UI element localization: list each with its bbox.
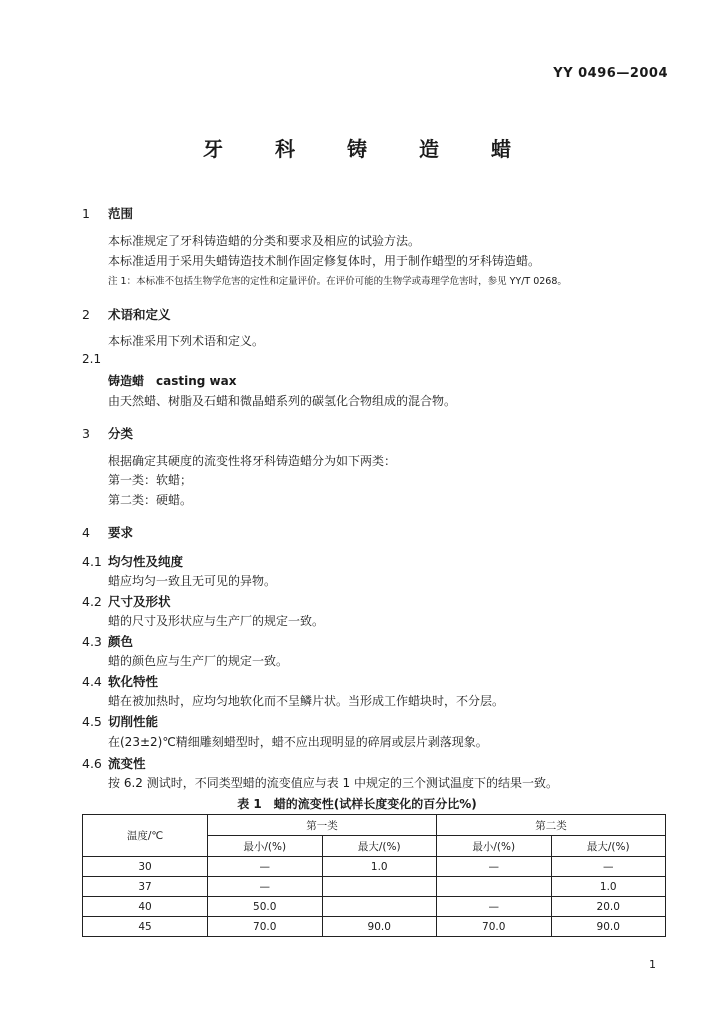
term-definition: 由天然蜡、树脂及石蜡和微晶蜡系列的碳氢化合物组成的混合物。 (108, 394, 457, 408)
subsection-number: 4.3 (82, 634, 102, 649)
section-3-type-1: 第一类：软蜡； (108, 473, 193, 487)
col-min-header: 最小/(%) (437, 836, 552, 857)
subsection-4-2-text: 蜡的尺寸及形状应与生产厂的规定一致。 (108, 614, 325, 628)
cell-value: — (208, 877, 323, 897)
section-number: 2 (82, 307, 90, 322)
section-1-para-2: 本标准适用于采用失蜡铸造技术制作固定修复体时，用于制作蜡型的牙科铸造蜡。 (108, 254, 541, 268)
section-4-heading (82, 523, 133, 541)
section-1-para-1: 本标准规定了牙科铸造蜡的分类和要求及相应的试验方法。 (108, 234, 421, 248)
subsection-title: 软化特性 (108, 674, 159, 689)
subsection-4-3-text: 蜡的颜色应与生产厂的规定一致。 (108, 654, 289, 668)
subsection-number: 4.4 (82, 674, 102, 689)
subsection-4-6-heading (82, 754, 146, 772)
cell-value: 90.0 (551, 917, 666, 937)
subsection-4-1-heading (82, 552, 183, 570)
section-number: 1 (82, 206, 90, 221)
subsection-title: 尺寸及形状 (108, 594, 171, 609)
subsection-number: 4.1 (82, 554, 102, 569)
cell-temp: 45 (83, 917, 208, 937)
section-1-heading (82, 204, 133, 222)
section-title: 范围 (108, 206, 134, 221)
table-row (83, 857, 666, 877)
subsection-4-1-text: 蜡应均匀一致且无可见的异物。 (108, 574, 277, 588)
cell-value: 1.0 (551, 877, 666, 897)
cell-value: 1.0 (322, 857, 437, 877)
standard-code: YY 0496—2004 (553, 66, 668, 81)
title-char: 科 (275, 137, 295, 161)
cell-value: — (437, 857, 552, 877)
term-casting-wax: 铸造蜡 casting wax (108, 374, 237, 388)
section-title: 要求 (108, 525, 134, 540)
subsection-title: 均匀性及纯度 (108, 554, 184, 569)
col-min-header: 最小/(%) (208, 836, 323, 857)
section-2-heading (82, 305, 171, 323)
cell-temp: 30 (83, 857, 208, 877)
group-1-header: 第一类 (208, 815, 437, 836)
section-number: 3 (82, 426, 90, 441)
subsection-number: 4.5 (82, 714, 102, 729)
cell-value: 90.0 (322, 917, 437, 937)
subsection-4-4-heading (82, 672, 158, 690)
section-title: 术语和定义 (108, 307, 171, 322)
subsection-title: 切削性能 (108, 714, 159, 729)
cell-value: 50.0 (208, 897, 323, 917)
subsection-4-3-heading (82, 632, 133, 650)
col-max-header: 最大/(%) (551, 836, 666, 857)
group-2-header: 第二类 (437, 815, 666, 836)
subsection-4-6-text: 按 6.2 测试时，不同类型蜡的流变值应与表 1 中规定的三个测试温度下的结果一致。 (108, 776, 558, 790)
subsection-4-4-text: 蜡在被加热时，应均匀地软化而不呈鳞片状。当形成工作蜡块时，不分层。 (108, 694, 505, 708)
section-1-note: 注 1：本标准不包括生物学危害的定性和定量评价。在评价可能的生物学或毒理学危害时，参见 YY/T 0268。 (108, 276, 567, 287)
section-3-heading (82, 424, 133, 442)
table-row (83, 877, 666, 897)
cell-temp: 37 (83, 877, 208, 897)
section-number: 4 (82, 525, 90, 540)
temperature-header: 温度/℃ (83, 815, 208, 857)
cell-value: 70.0 (437, 917, 552, 937)
table-header-row (83, 815, 666, 836)
title-char: 造 (419, 137, 439, 161)
section-3-type-2: 第二类：硬蜡。 (108, 493, 193, 507)
subsection-title: 流变性 (108, 756, 146, 771)
title-char: 蜡 (491, 137, 511, 161)
subsection-number: 4.6 (82, 756, 102, 771)
subsection-2-1-number: 2.1 (82, 352, 102, 366)
document-title (0, 133, 714, 162)
cell-value: — (208, 857, 323, 877)
col-max-header: 最大/(%) (322, 836, 437, 857)
table-caption: 表 1 蜡的流变性(试样长度变化的百分比%) (237, 797, 477, 811)
subsection-4-5-heading (82, 712, 158, 730)
page-number: 1 (649, 958, 656, 971)
subsection-4-5-text: 在(23±2)℃精细雕刻蜡型时，蜡不应出现明显的碎屑或层片剥落现象。 (108, 735, 488, 749)
cell-value: — (551, 857, 666, 877)
table-row (83, 917, 666, 937)
subsection-number: 4.2 (82, 594, 102, 609)
title-char: 铸 (347, 137, 367, 161)
section-title: 分类 (108, 426, 134, 441)
section-3-para-1: 根据确定其硬度的流变性将牙科铸造蜡分为如下两类： (108, 454, 397, 468)
cell-value (437, 877, 552, 897)
cell-value: 20.0 (551, 897, 666, 917)
cell-value: 70.0 (208, 917, 323, 937)
cell-value (322, 897, 437, 917)
section-2-para-1: 本标准采用下列术语和定义。 (108, 334, 265, 348)
cell-temp: 40 (83, 897, 208, 917)
table-row (83, 897, 666, 917)
cell-value (322, 877, 437, 897)
subsection-4-2-heading (82, 592, 171, 610)
cell-value: — (437, 897, 552, 917)
title-char: 牙 (203, 137, 223, 161)
subsection-title: 颜色 (108, 634, 134, 649)
flow-table (82, 814, 666, 937)
